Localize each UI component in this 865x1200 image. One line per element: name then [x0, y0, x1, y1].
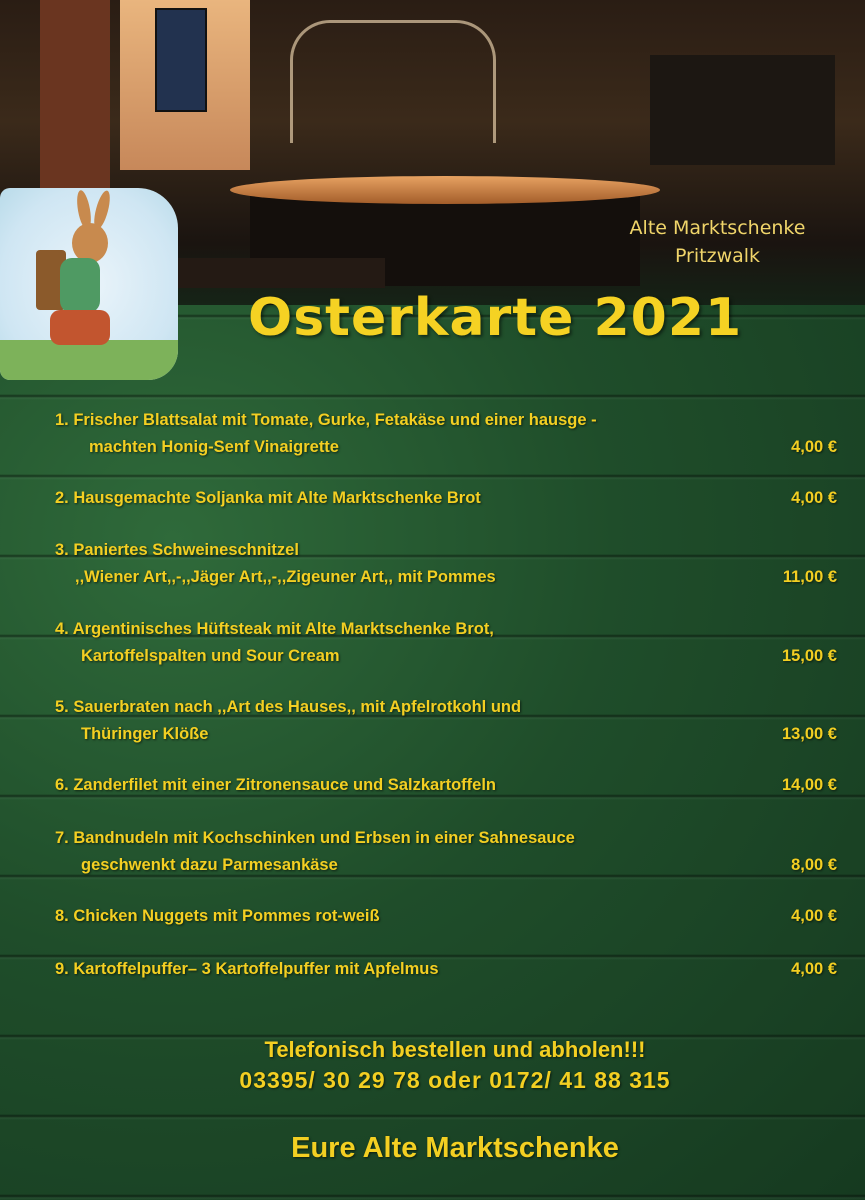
menu-item	[55, 903, 837, 930]
item-price: 13,00 €	[781, 725, 837, 743]
item-price: 14,00 €	[781, 776, 837, 794]
order-note: Telefonisch bestellen und abholen!!!	[264, 1037, 646, 1062]
venue-name	[600, 214, 835, 270]
menu-item	[55, 485, 837, 512]
menu-item	[55, 956, 837, 983]
item-text: 9. Kartoffelpuffer– 3 Kartoffelpuffer mit Apfelmus	[55, 960, 439, 978]
item-price: 4,00 €	[791, 907, 837, 925]
brick-wall	[40, 0, 110, 190]
bar-counter	[230, 176, 660, 204]
item-text: 2. Hausgemachte Soljanka mit Alte Marktschenke Brot	[55, 489, 481, 507]
item-text-line2: Thüringer Klöße	[81, 725, 209, 743]
item-text: 5. Sauerbraten nach ,,Art des Hauses,, mit Apfelrotkohl und	[55, 698, 522, 716]
item-price: 15,00 €	[781, 647, 837, 665]
item-price: 8,00 €	[791, 856, 837, 874]
item-text-line2: machten Honig-Senf Vinaigrette	[89, 438, 339, 456]
wall-poster	[155, 8, 207, 112]
item-text-line2: geschwenkt dazu Parmesankäse	[81, 856, 338, 874]
item-text-line2: ,,Wiener Art,,-,,Jäger Art,,-,,Zigeuner Art,, mit Pommes	[75, 568, 496, 586]
item-price: 4,00 €	[791, 960, 837, 978]
item-text: 1. Frischer Blattsalat mit Tomate, Gurke, Fetakäse und einer hausge -	[55, 411, 597, 429]
venue-line1: Alte Marktschenke	[629, 217, 806, 239]
item-text-line2: Kartoffelspalten und Sour Cream	[81, 647, 340, 665]
menu-item	[55, 772, 837, 799]
page-title: Osterkarte 2021	[248, 288, 743, 348]
item-text: 8. Chicken Nuggets mit Pommes rot-weiß	[55, 907, 380, 925]
table	[175, 258, 385, 288]
item-text: 4. Argentinisches Hüftsteak mit Alte Marktschenke Brot,	[55, 620, 494, 638]
menu-item	[55, 694, 837, 748]
phone-numbers: 03395/ 30 29 78 oder 0172/ 41 88 315	[239, 1067, 671, 1093]
light-garland	[290, 20, 496, 143]
item-price: 4,00 €	[791, 438, 837, 456]
item-text: 7. Bandnudeln mit Kochschinken und Erbsen in einer Sahnesauce	[55, 829, 575, 847]
item-text: 6. Zanderfilet mit einer Zitronensauce und Salzkartoffeln	[55, 776, 497, 794]
bottle-shelf	[650, 55, 835, 165]
menu-item	[55, 537, 837, 591]
signature: Eure Alte Marktschenke	[291, 1132, 619, 1164]
item-price: 11,00 €	[782, 568, 837, 586]
easter-bunny-illustration	[0, 188, 178, 380]
item-price: 4,00 €	[791, 489, 837, 507]
menu-item	[55, 407, 837, 461]
menu-item	[55, 825, 837, 879]
venue-line2: Pritzwalk	[674, 245, 761, 267]
item-text: 3. Paniertes Schweineschnitzel	[55, 541, 299, 559]
menu-item	[55, 616, 837, 670]
